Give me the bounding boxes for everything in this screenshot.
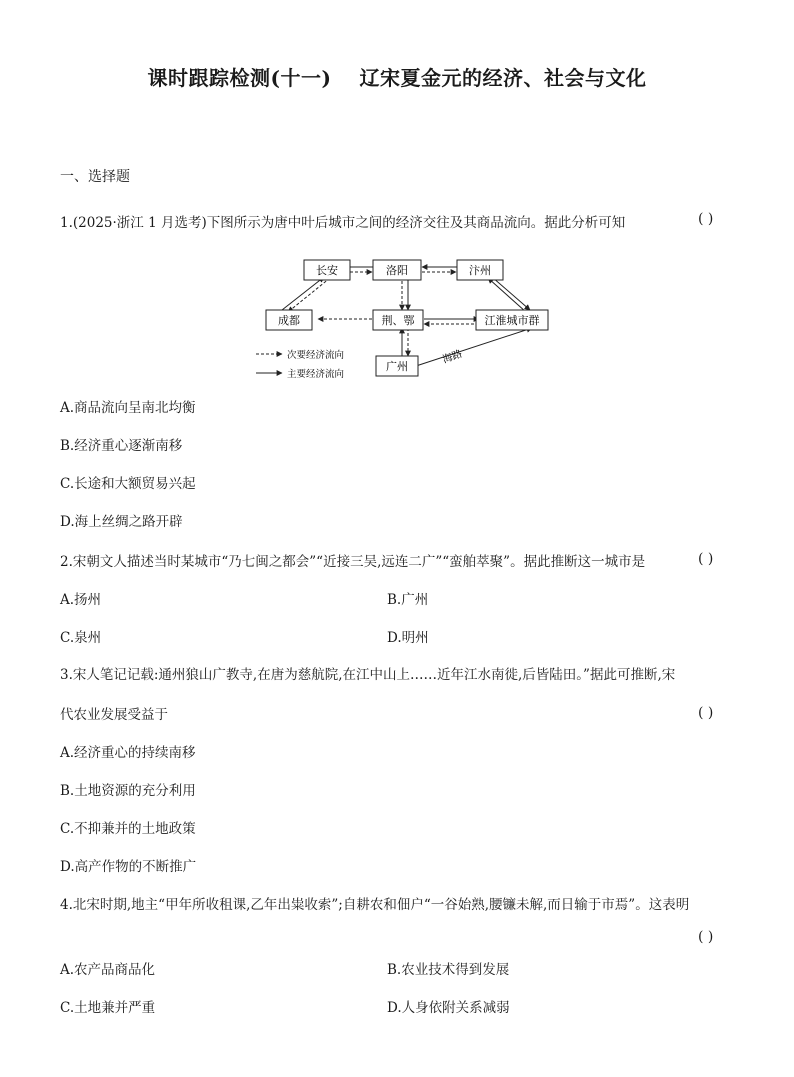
question-1-option-a: A.商品流向呈南北均衡 <box>60 400 196 416</box>
question-4-answer-paren: ( ) <box>698 929 714 945</box>
question-2-option-a: A.扬州 <box>60 592 102 608</box>
question-1-option-b: B.经济重心逐渐南移 <box>60 438 183 454</box>
question-4-option-b: B.农业技术得到发展 <box>387 962 510 978</box>
node-changan: 长安 <box>316 264 338 277</box>
question-4-option-c: C.土地兼并严重 <box>60 1000 156 1016</box>
question-1-option-c: C.长途和大额贸易兴起 <box>60 476 196 492</box>
question-4-stem: 4.北宋时期,地主“甲年所收租课,乙年出粜收索”;自耕农和佃户“一谷始熟,腰镰未解,而日输于市焉”。这表明 <box>60 897 690 913</box>
title-main: 课时跟踪检测(十一) <box>147 66 332 90</box>
flow-bianzhou-jianghuai <box>492 277 530 310</box>
question-1-stem: 1.(2025·浙江 1 月选考)下图所示为唐中叶后城市之间的经济交往及其商品流向。据此分析可知 <box>60 215 626 231</box>
question-1-option-d: D.海上丝绸之路开辟 <box>60 514 183 530</box>
question-3-answer-paren: ( ) <box>698 705 714 721</box>
title-sub: 辽宋夏金元的经济、社会与文化 <box>359 66 647 90</box>
legend-main: 主要经济流向 <box>287 369 345 380</box>
node-chengdu: 成都 <box>278 314 300 327</box>
node-jinge: 荆、鄂 <box>381 314 415 327</box>
sea-route-label: 海路 <box>441 348 464 366</box>
question-3-stem-line2: 代农业发展受益于 <box>60 707 168 723</box>
legend-secondary: 次要经济流向 <box>287 350 345 361</box>
question-3-option-d: D.高产作物的不断推广 <box>60 859 197 875</box>
node-jianghuai: 江淮城市群 <box>484 314 540 327</box>
question-3-option-a: A.经济重心的持续南移 <box>60 745 196 761</box>
flow-jianghuai-bianzhou <box>488 278 526 312</box>
question-1-answer-paren: ( ) <box>698 211 714 227</box>
flow-guangzhou-jianghuai <box>416 328 532 366</box>
economic-flow-diagram <box>252 246 552 382</box>
page-title <box>0 62 794 91</box>
section-heading: 一、选择题 <box>60 169 130 185</box>
flow-chengdu-changan <box>282 277 324 310</box>
node-bianzhou: 汴州 <box>469 264 491 277</box>
question-4-option-a: A.农产品商品化 <box>60 962 156 978</box>
node-guangzhou: 广州 <box>386 360 408 373</box>
question-2-option-b: B.广州 <box>387 592 429 608</box>
node-luoyang: 洛阳 <box>386 264 408 277</box>
question-3-stem-line1: 3.宋人笔记记载:通州狼山广教寺,在唐为慈航院,在江中山上……近年江水南徙,后皆陆田。”据此可推断,宋 <box>60 667 676 683</box>
question-3-option-b: B.土地资源的充分利用 <box>60 783 196 799</box>
question-2-stem: 2.宋朝文人描述当时某城市“乃七闽之都会”“近接三吴,远连二广”“蛮舶萃聚”。据此推断这一城市是 <box>60 554 646 570</box>
question-2-option-d: D.明州 <box>387 630 429 646</box>
question-2-answer-paren: ( ) <box>698 551 714 567</box>
question-3-option-c: C.不抑兼并的土地政策 <box>60 821 196 837</box>
question-2-option-c: C.泉州 <box>60 630 102 646</box>
flow-changan-chengdu-secondary <box>288 278 330 312</box>
question-4-option-d: D.人身依附关系减弱 <box>387 1000 510 1016</box>
